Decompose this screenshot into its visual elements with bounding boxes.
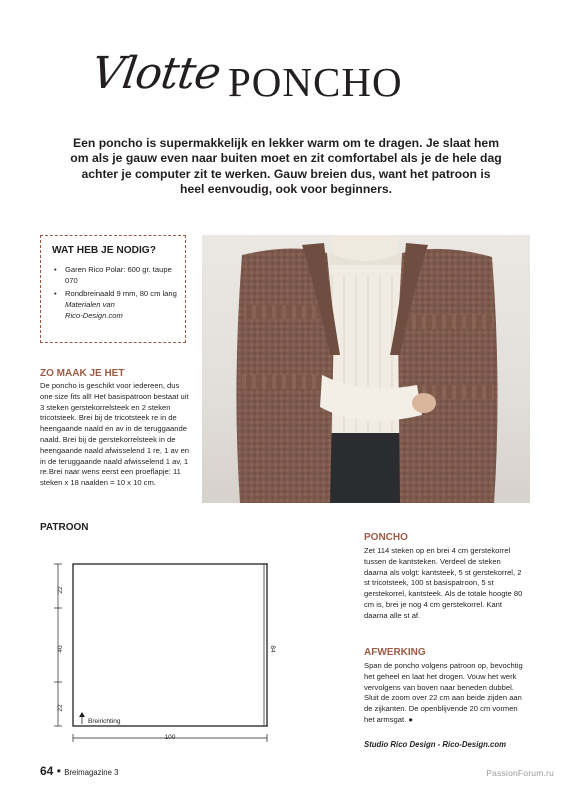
pattern-outline bbox=[73, 564, 267, 726]
label-left-mid: 40 bbox=[57, 645, 64, 653]
end-mark-icon: ● bbox=[408, 714, 413, 724]
materials-item: • Rondbreinaald 9 mm, 80 cm lang bbox=[54, 288, 184, 299]
label-left-bottom: 22 bbox=[57, 704, 64, 712]
label-right: 84 bbox=[269, 645, 276, 653]
page-number: 64 bbox=[40, 764, 54, 778]
afwerking-text-block bbox=[364, 661, 524, 726]
materials-title: WAT HEB JE NODIG? bbox=[52, 245, 156, 256]
magazine-name: Breimagazine 3 bbox=[64, 768, 119, 777]
footer-bullet: • bbox=[56, 764, 61, 778]
materials-note: Materialen van bbox=[65, 300, 115, 309]
afwerking-title: AFWERKING bbox=[364, 647, 426, 658]
method-text: De poncho is geschikt voor iedereen, dus one size fits all! Het basispatroon bestaat uit 3 steken gerstekorrelsteek en 2 steken tricotsteek. Brei bij de tricotsteek re in de heengaande naald en av in de teruggaande naald. Brei bij de gerstekorrelsteek in de heengaande naald afwisselend 1 re, 1 av en in de teruggaande naald afwisselend 1 av, 1 re.Brei naar wens eerst een proeflapje: 11 steken x 18 naalden = 10 x 10 cm. bbox=[40, 381, 190, 488]
poncho-illustration bbox=[202, 235, 530, 503]
title-script: Vlotte bbox=[88, 48, 224, 99]
poncho-title: PONCHO bbox=[364, 532, 408, 543]
pattern-diagram bbox=[38, 548, 278, 753]
footer bbox=[40, 764, 118, 778]
patroon-title: PATROON bbox=[40, 522, 89, 533]
page-title: PONCHO bbox=[228, 59, 403, 105]
poncho-photo bbox=[202, 235, 530, 503]
intro-paragraph: Een poncho is supermakkelijk en lekker warm om te dragen. Je slaat hem om als je gauw even naar buiten moet en zit comfortabel als je de hele dag achter je computer zit te werken. Gauw breien dus, want het patroon is heel eenvoudig, ook voor beginners. bbox=[70, 136, 502, 197]
method-title: ZO MAAK JE HET bbox=[40, 368, 125, 379]
poncho-text: Zet 114 steken op en brei 4 cm gerstekorrel tussen de kantsteken. Verdeel de steken daarna als volgt: kantsteek, 5 st gerstekorrel, 2 st tricotsteek, 100 st basispatroon, 5 st gerstekorrel, kantsteek. Als de totale hoogte 80 cm is, brei je nog 4 cm gerstekorrel. Kant daarna alle st af. bbox=[364, 546, 523, 620]
label-bottom: 100 bbox=[164, 734, 176, 741]
materials-item: • Garen Rico Polar: 600 gr. taupe 070 bbox=[54, 264, 184, 286]
materials-list bbox=[54, 264, 184, 321]
label-left-top: 22 bbox=[57, 586, 64, 594]
materials-note-link: Rico-Design.com bbox=[65, 311, 123, 320]
credit: Studio Rico Design - Rico-Design.com bbox=[364, 740, 507, 749]
direction-label: Breirichting bbox=[88, 718, 121, 725]
afwerking-text: Span de poncho volgens patroon op, bevochtig het geheel en laat het drogen. Vouw het werk vervolgens van boven naar beneden dubbel. Sluit de zoom over 22 cm aan beide zijden aan de zijkanten. De openblijvende 20 cm vormen het armsgat. bbox=[364, 661, 523, 724]
watermark: PassionForum.ru bbox=[486, 768, 554, 778]
